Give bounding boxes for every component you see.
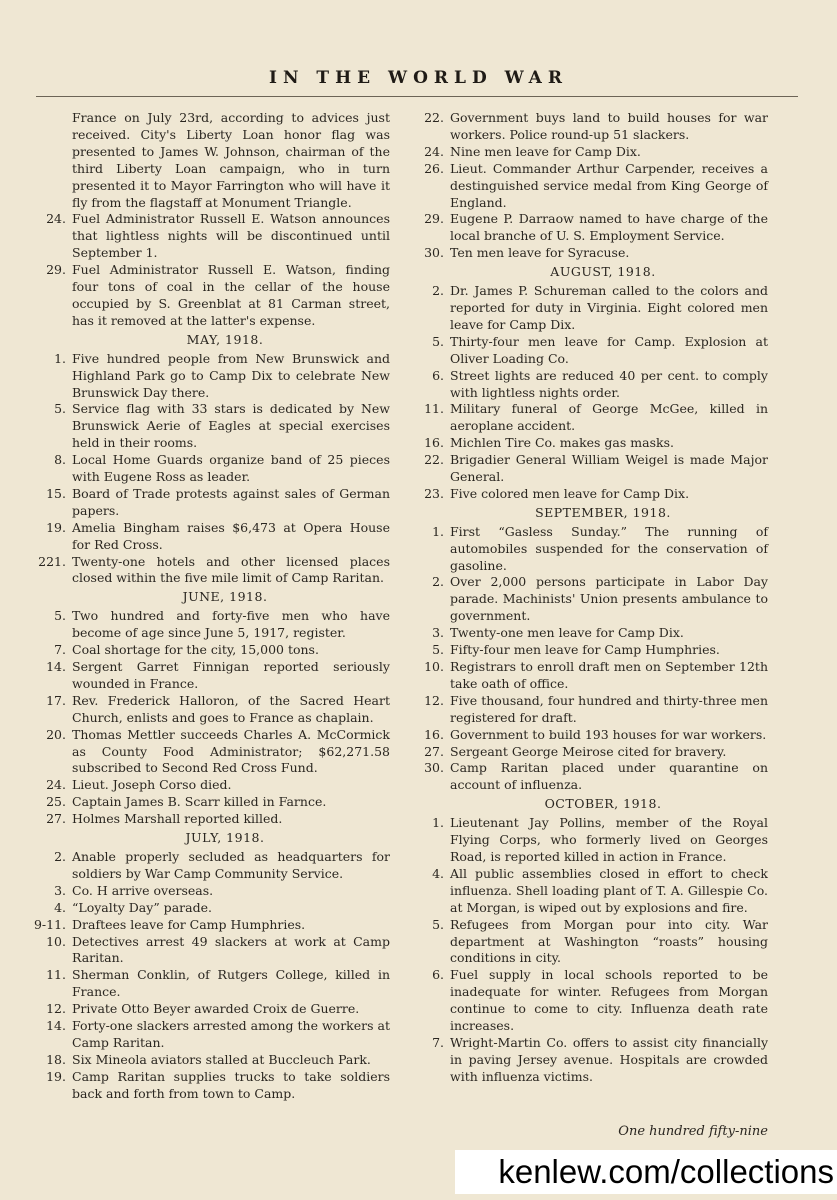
chronology-entry [30,659,390,693]
entry-text: Camp Raritan placed under quarantine on account of influenza. [450,760,768,793]
entry-day: 9-11. [33,916,66,932]
chronology-entry [408,368,768,402]
entry-day: 5. [54,608,66,624]
entry-text: Thirty-four men leave for Camp. Explosion at Oliver Loading Co. [450,333,768,366]
entry-text: Captain James B. Scarr killed in Farnce. [72,794,327,810]
entry-text: Fuel Administrator Russell E. Watson, finding four tons of coal in the cellar of the house occupied by S. Greenblat at 81 Carman street, has it removed at the latter's expense. [72,262,390,328]
entry-day: 11. [424,401,444,417]
month-heading-july: JULY, 1918. [185,830,265,846]
entry-text: Amelia Bingham raises $6,473 at Opera House for Red Cross. [72,519,390,552]
chronology-entry [30,1001,390,1018]
left-column [30,110,390,1103]
entries-october [408,815,768,1086]
chronology-entry [408,110,768,144]
entry-day: 6. [432,367,444,383]
chronology-entry [30,693,390,727]
entry-text: Five thousand, four hundred and thirty-three men registered for draft. [450,692,768,725]
entry-day: 11. [46,967,66,983]
entry-day: 15. [46,485,66,501]
entry-text: Sergent Garret Finnigan reported seriously wounded in France. [72,659,390,691]
entry-day: 19. [46,1068,66,1084]
entry-day: 4. [432,865,444,881]
chronology-entry [408,727,768,744]
chronology-entry [30,900,390,917]
entry-day: 1. [54,350,66,366]
entry-day: 12. [424,692,444,708]
chronology-entry [30,608,390,642]
entry-day: 2. [432,283,444,299]
entry-text: Twenty-one men leave for Camp Dix. [450,625,684,641]
entry-day: 17. [46,692,66,708]
entry-day: 18. [46,1051,66,1067]
entry-text: Service flag with 33 stars is dedicated by New Brunswick Aerie of Eagles at special exercises held in their rooms. [72,401,390,451]
entry-day: 16. [424,726,444,742]
chronology-entry [408,144,768,161]
entry-day: 27. [424,743,444,759]
entry-text: First “Gasless Sunday.” The running of automobiles suspended for the conservation of gasoline. [450,523,768,573]
chronology-entry [30,794,390,811]
entry-day: 1. [432,815,444,831]
entry-text: Two hundred and forty-five men who have become of age since June 5, 1917, register. [72,608,390,641]
chronology-entry [408,625,768,642]
entry-text: Five hundred people from New Brunswick and Highland Park go to Camp Dix to celebrate New Brunswick Day there. [72,350,390,400]
entry-day: 27. [46,811,66,827]
chronology-entry [30,486,390,520]
entry-text: Forty-one slackers arrested among the workers at Camp Raritan. [72,1018,390,1050]
entry-day: 29. [46,262,66,278]
entry-day: 14. [46,1018,66,1034]
entry-text: Michlen Tire Co. makes gas masks. [450,435,674,451]
entry-text: Lieut. Joseph Corso died. [72,777,232,793]
month-heading-may: MAY, 1918. [186,331,264,347]
chronology-entry [30,883,390,900]
entry-day: 5. [432,333,444,349]
chronology-entry [30,452,390,486]
entries-may [30,351,390,588]
entry-day: 20. [46,726,66,742]
chronology-entry [408,524,768,575]
chronology-entry [30,1018,390,1052]
chronology-entry [408,401,768,435]
entry-day: 19. [46,519,66,535]
entry-text: Thomas Mettler succeeds Charles A. McCormick as County Food Administrator; $62,271.58 subscribed to Second Red Cross Fund. [72,726,390,776]
entry-day: 8. [54,452,66,468]
entry-text: Dr. James P. Schureman called to the colors and reported for duty in Virginia. Eight colored men leave for Camp Dix. [450,283,768,332]
entry-text: All public assemblies closed in effort to check influenza. Shell loading plant of T. A. Gillespie Co. at Morgan, is wiped out by explosions and fire. [450,865,768,915]
entry-text: Registrars to enroll draft men on September 12th take oath of office. [450,659,768,691]
entry-text: Six Mineola aviators stalled at Buccleuch Park. [72,1051,371,1067]
entry-text: Fifty-four men leave for Camp Humphries. [450,642,720,658]
chronology-entry [408,574,768,625]
month-heading-october: OCTOBER, 1918. [544,796,662,812]
entry-text: Refugees from Morgan pour into city. War department at Washington “roasts” housing conditions in city. [450,916,768,966]
entry-day: 2. [432,574,444,590]
chronology-entry [30,262,390,330]
chronology-entry [408,693,768,727]
entry-text: Anable properly secluded as headquarters for soldiers by War Camp Community Service. [72,848,390,881]
chronology-entry [30,1069,390,1103]
entry-text: Twenty-one hotels and other licensed places closed within the five mile limit of Camp Raritan. [72,553,390,586]
chronology-entry [408,659,768,693]
chronology-entry [408,435,768,452]
entry-day: 5. [432,916,444,932]
chronology-entry [408,866,768,917]
entry-text: Five colored men leave for Camp Dix. [450,485,690,501]
entry-day: 1. [432,523,444,539]
entry-day: 6. [432,967,444,983]
entry-text: Eugene P. Darraow named to have charge of the local branche of U. S. Employment Service. [450,211,768,244]
entry-text: Fuel supply in local schools reported to be inadequate for winter. Refugees from Morgan continue to come to city. Influenza death rate increases. [450,967,768,1034]
entry-text: Sherman Conklin, of Rutgers College, killed in France. [72,967,390,1000]
entry-text: Holmes Marshall reported killed. [72,811,283,827]
entries-left-a [30,211,390,329]
page-header: IN THE WORLD WAR [269,68,568,88]
entry-day: 10. [46,933,66,949]
entry-day: 5. [432,642,444,658]
chronology-entry [30,811,390,828]
entry-day: 26. [424,160,444,176]
header-rule [36,96,798,97]
entry-text: Co. H arrive overseas. [72,882,214,898]
entry-day: 10. [424,659,444,674]
entry-text: Private Otto Beyer awarded Croix de Guerre. [72,1001,360,1017]
entry-day: 29. [424,211,444,227]
right-column [408,110,768,1086]
chronology-entry [408,967,768,1035]
entry-day: 30. [424,245,444,261]
entry-day: 4. [54,899,66,915]
entry-day: 22. [424,452,444,468]
chronology-entry [30,351,390,402]
entries-june [30,608,390,828]
chronology-entry [30,917,390,934]
entry-day: 23. [424,485,444,501]
entry-text: Government to build 193 houses for war workers. [450,726,767,742]
entry-text: Brigadier General William Weigel is made Major General. [450,452,768,485]
entry-text: Nine men leave for Camp Dix. [450,143,641,159]
entry-text: Fuel Administrator Russell E. Watson announces that lightless nights will be discontinued until September 1. [72,211,390,261]
chronology-entry [408,283,768,334]
chronology-entry [30,727,390,778]
entry-text: Detectives arrest 49 slackers at work at Camp Raritan. [72,933,390,966]
entry-text: Ten men leave for Syracuse. [450,245,630,261]
entry-text: Camp Raritan supplies trucks to take soldiers back and forth from town to Camp. [72,1068,390,1101]
entry-text: Rev. Frederick Halloron, of the Sacred Heart Church, enlists and goes to France as chaplain. [72,692,390,725]
entry-day: 7. [432,1034,444,1050]
chronology-entry [408,760,768,794]
chronology-entry [30,211,390,262]
entry-day: 12. [46,1001,66,1017]
chronology-entry [408,245,768,262]
month-heading-august: AUGUST, 1918. [550,264,656,280]
chronology-entry [408,211,768,245]
entry-text: Coal shortage for the city, 15,000 tons. [72,642,319,658]
chronology-entry [30,1052,390,1069]
chronology-entry [408,917,768,968]
chronology-entry [30,520,390,554]
chronology-entry [30,967,390,1001]
entry-day: 7. [54,642,66,658]
entry-day: 5. [54,401,66,417]
entry-text: Board of Trade protests against sales of German papers. [72,485,390,518]
chronology-entry [408,815,768,866]
chronology-entry [408,642,768,659]
entry-day: 24. [46,211,66,227]
chronology-entry [408,161,768,212]
entry-day: 24. [424,143,444,159]
entry-text: Government buys land to build houses for war workers. Police round-up 51 slackers. [450,110,768,142]
chronology-entry [408,334,768,368]
entry-day: 24. [46,777,66,793]
entry-text: Sergeant George Meirose cited for bravery. [450,743,727,759]
entry-day: 3. [432,625,444,641]
entries-july [30,849,390,1103]
entry-text: “Loyalty Day” parade. [72,899,212,915]
chronology-entry [408,486,768,503]
entry-text: Wright-Martin Co. offers to assist city financially in paving Jersey avenue. Hospitals are crowded with influenza victims. [450,1034,768,1084]
chronology-entry [30,401,390,452]
entry-day: 30. [424,760,444,776]
entry-text: Over 2,000 persons participate in Labor Day parade. Machinists' Union presents ambulance to government. [450,574,768,624]
month-heading-september: SEPTEMBER, 1918. [535,504,671,520]
entry-text: Local Home Guards organize band of 25 pieces with Eugene Ross as leader. [72,452,390,485]
chronology-entry [408,452,768,486]
entry-text: Draftees leave for Camp Humphries. [72,916,306,932]
chronology-entry [30,642,390,659]
entry-day: 14. [46,659,66,674]
entry-day: 3. [54,882,66,898]
chronology-entry [30,777,390,794]
entry-day: 16. [424,435,444,451]
entry-day: 22. [424,110,444,125]
chronology-entry [408,1035,768,1086]
entry-day: 2. [54,848,66,864]
entry-text: Lieutenant Jay Pollins, member of the Royal Flying Corps, who formerly lived on Georges Road, is reported killed in action in France. [450,815,768,864]
entries-september [408,524,768,795]
entry-text: Street lights are reduced 40 per cent. to comply with lightless nights order. [450,367,768,400]
chronology-entry [30,554,390,588]
month-heading-june: JUNE, 1918. [182,589,268,605]
chronology-entry [408,744,768,761]
entry-day: 25. [46,794,66,810]
entries-right-a [408,110,768,262]
entries-august [408,283,768,503]
entry-day: 221. [38,553,66,569]
entry-text: Military funeral of George McGee, killed in aeroplane accident. [450,401,768,434]
entry-text: Lieut. Commander Arthur Carpender, receives a destinguished service medal from King George of England. [450,160,768,210]
continued-text: France on July 23rd, according to advices just received. City's Liberty Loan honor flag was presented to James W. Johnson, chairman of the third Liberty Loan campaign, who in turn presented it to Mayor Farrington who will have it fly from the flagstaff at Monument Triangle. [72,110,390,210]
watermark-url: kenlew.com/collections [455,1150,837,1194]
page-number-footer: One hundred fifty-nine [618,1124,768,1139]
chronology-entry [30,934,390,968]
chronology-entry [30,849,390,883]
